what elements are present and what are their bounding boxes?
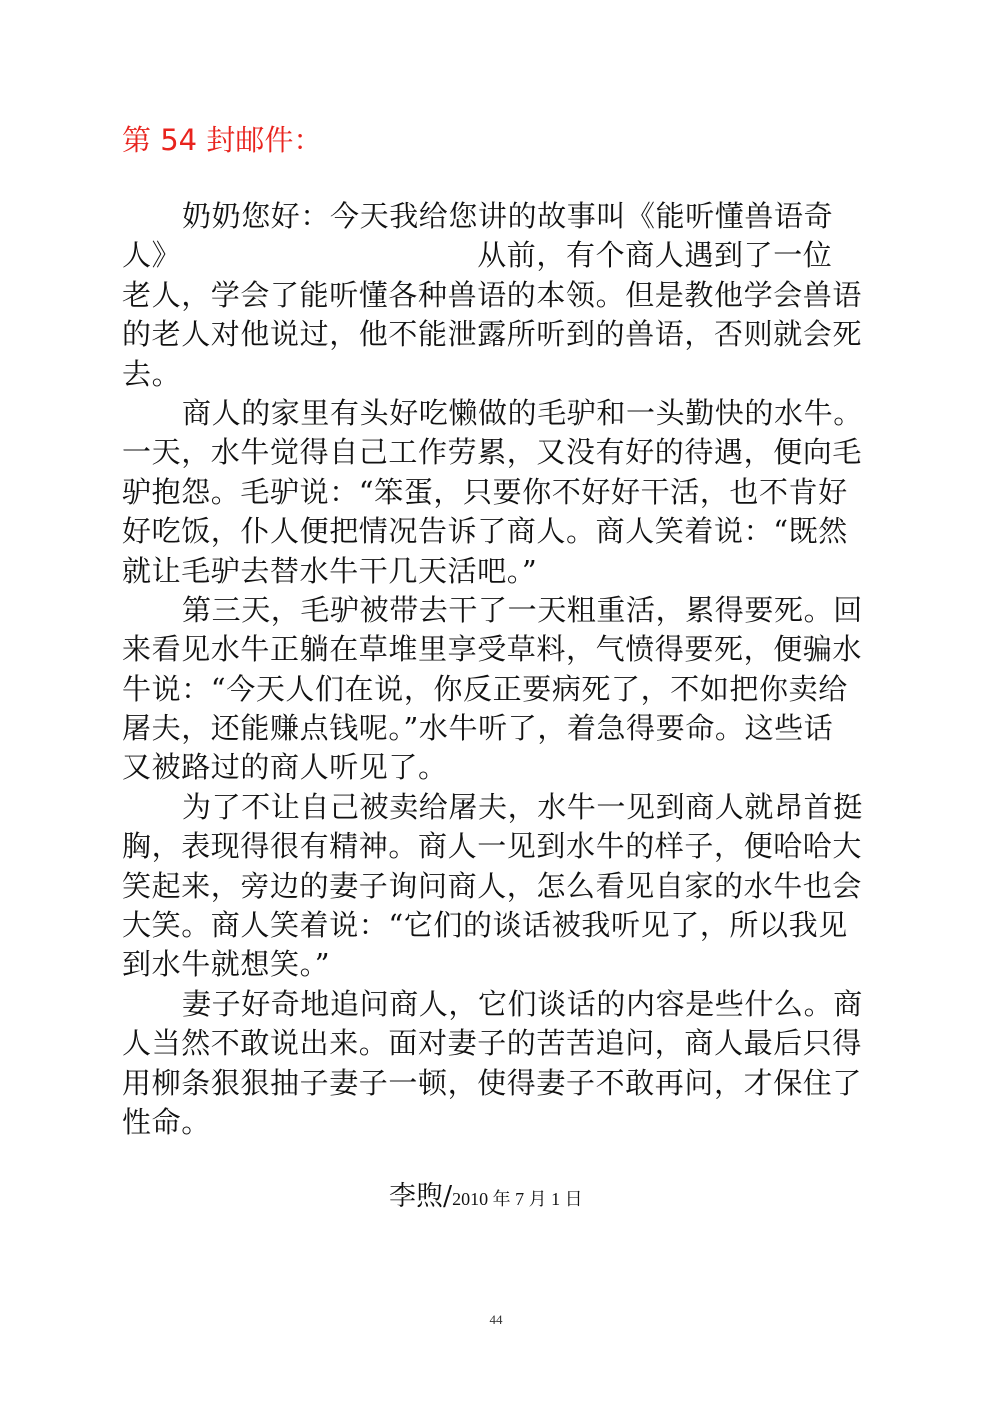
- paragraph-5-line-1: 妻子好奇地追问商人，它们谈话的内容是些什么。商: [182, 986, 863, 1021]
- signature-date: 2010 年 7 月 1 日: [452, 1189, 583, 1209]
- paragraph-2-line-4: 好吃饭，仆人便把情况告诉了商人。商人笑着说：“既然: [122, 514, 848, 549]
- paragraph-4-line-5: 到水牛就想笑。”: [122, 947, 331, 982]
- paragraph-2-line-3: 驴抱怨。毛驴说：“笨蛋，只要你不好好干活，也不肯好: [122, 474, 848, 509]
- paragraph-3-line-2: 来看见水牛正躺在草堆里享受草料，气愤得要死，便骗水: [122, 632, 863, 667]
- paragraph-5-line-4: 性命。: [122, 1104, 211, 1139]
- paragraph-1-line-4: 的老人对他说过，他不能泄露所听到的兽语，否则就会死: [122, 317, 863, 352]
- signature-name: 李煦/: [389, 1181, 453, 1212]
- paragraph-5-line-3: 用柳条狠狠抽子妻子一顿，使得妻子不敢再问，才保住了: [122, 1065, 863, 1100]
- paragraph-5-line-2: 人当然不敢说出来。面对妻子的苦苦追问，商人最后只得: [122, 1026, 863, 1061]
- story-opening: 从前，有个商人遇到了一位: [477, 238, 833, 273]
- page-number: 44: [489, 1312, 503, 1327]
- paragraph-1-line-3: 老人，学会了能听懂各种兽语的本领。但是教他学会兽语: [122, 277, 863, 312]
- paragraph-3-line-4: 屠夫，还能赚点钱呢。”水牛听了，着急得要命。这些话: [122, 711, 834, 746]
- signature: [389, 1174, 583, 1213]
- paragraph-1-line-5: 去。: [122, 356, 182, 391]
- paragraph-4-line-2: 胸，表现得很有精神。商人一见到水牛的样子，便哈哈大: [122, 829, 863, 864]
- paragraph-4-line-4: 大笑。商人笑着说：“它们的谈话被我听见了，所以我见: [122, 908, 848, 943]
- letter-body: [122, 197, 870, 1142]
- paragraph-4-line-3: 笑起来，旁边的妻子询问商人，怎么看见自家的水牛也会: [122, 868, 863, 903]
- email-title: 第 54 封邮件：: [122, 123, 323, 157]
- paragraph-2-line-5: 就让毛驴去替水牛干几天活吧。”: [122, 553, 538, 588]
- paragraph-4-line-1: 为了不让自己被卖给屠夫，水牛一见到商人就昂首挺: [182, 789, 863, 824]
- story-title-end: 人》: [122, 238, 182, 273]
- paragraph-3-line-3: 牛说：“今天人们在说，你反正要病死了，不如把你卖给: [122, 671, 848, 706]
- paragraph-1-line-2: [122, 236, 870, 275]
- paragraph-2-line-2: 一天，水牛觉得自己工作劳累，又没有好的待遇，便向毛: [122, 435, 863, 470]
- paragraph-3-line-5: 又被路过的商人听见了。: [122, 750, 448, 785]
- paragraph-1-line-1: 奶奶您好：今天我给您讲的故事叫《能听懂兽语奇: [182, 199, 834, 233]
- paragraph-3-line-1: 第三天，毛驴被带去干了一天粗重活，累得要死。回: [182, 592, 863, 627]
- paragraph-2-line-1: 商人的家里有头好吃懒做的毛驴和一头勤快的水牛。: [182, 395, 863, 430]
